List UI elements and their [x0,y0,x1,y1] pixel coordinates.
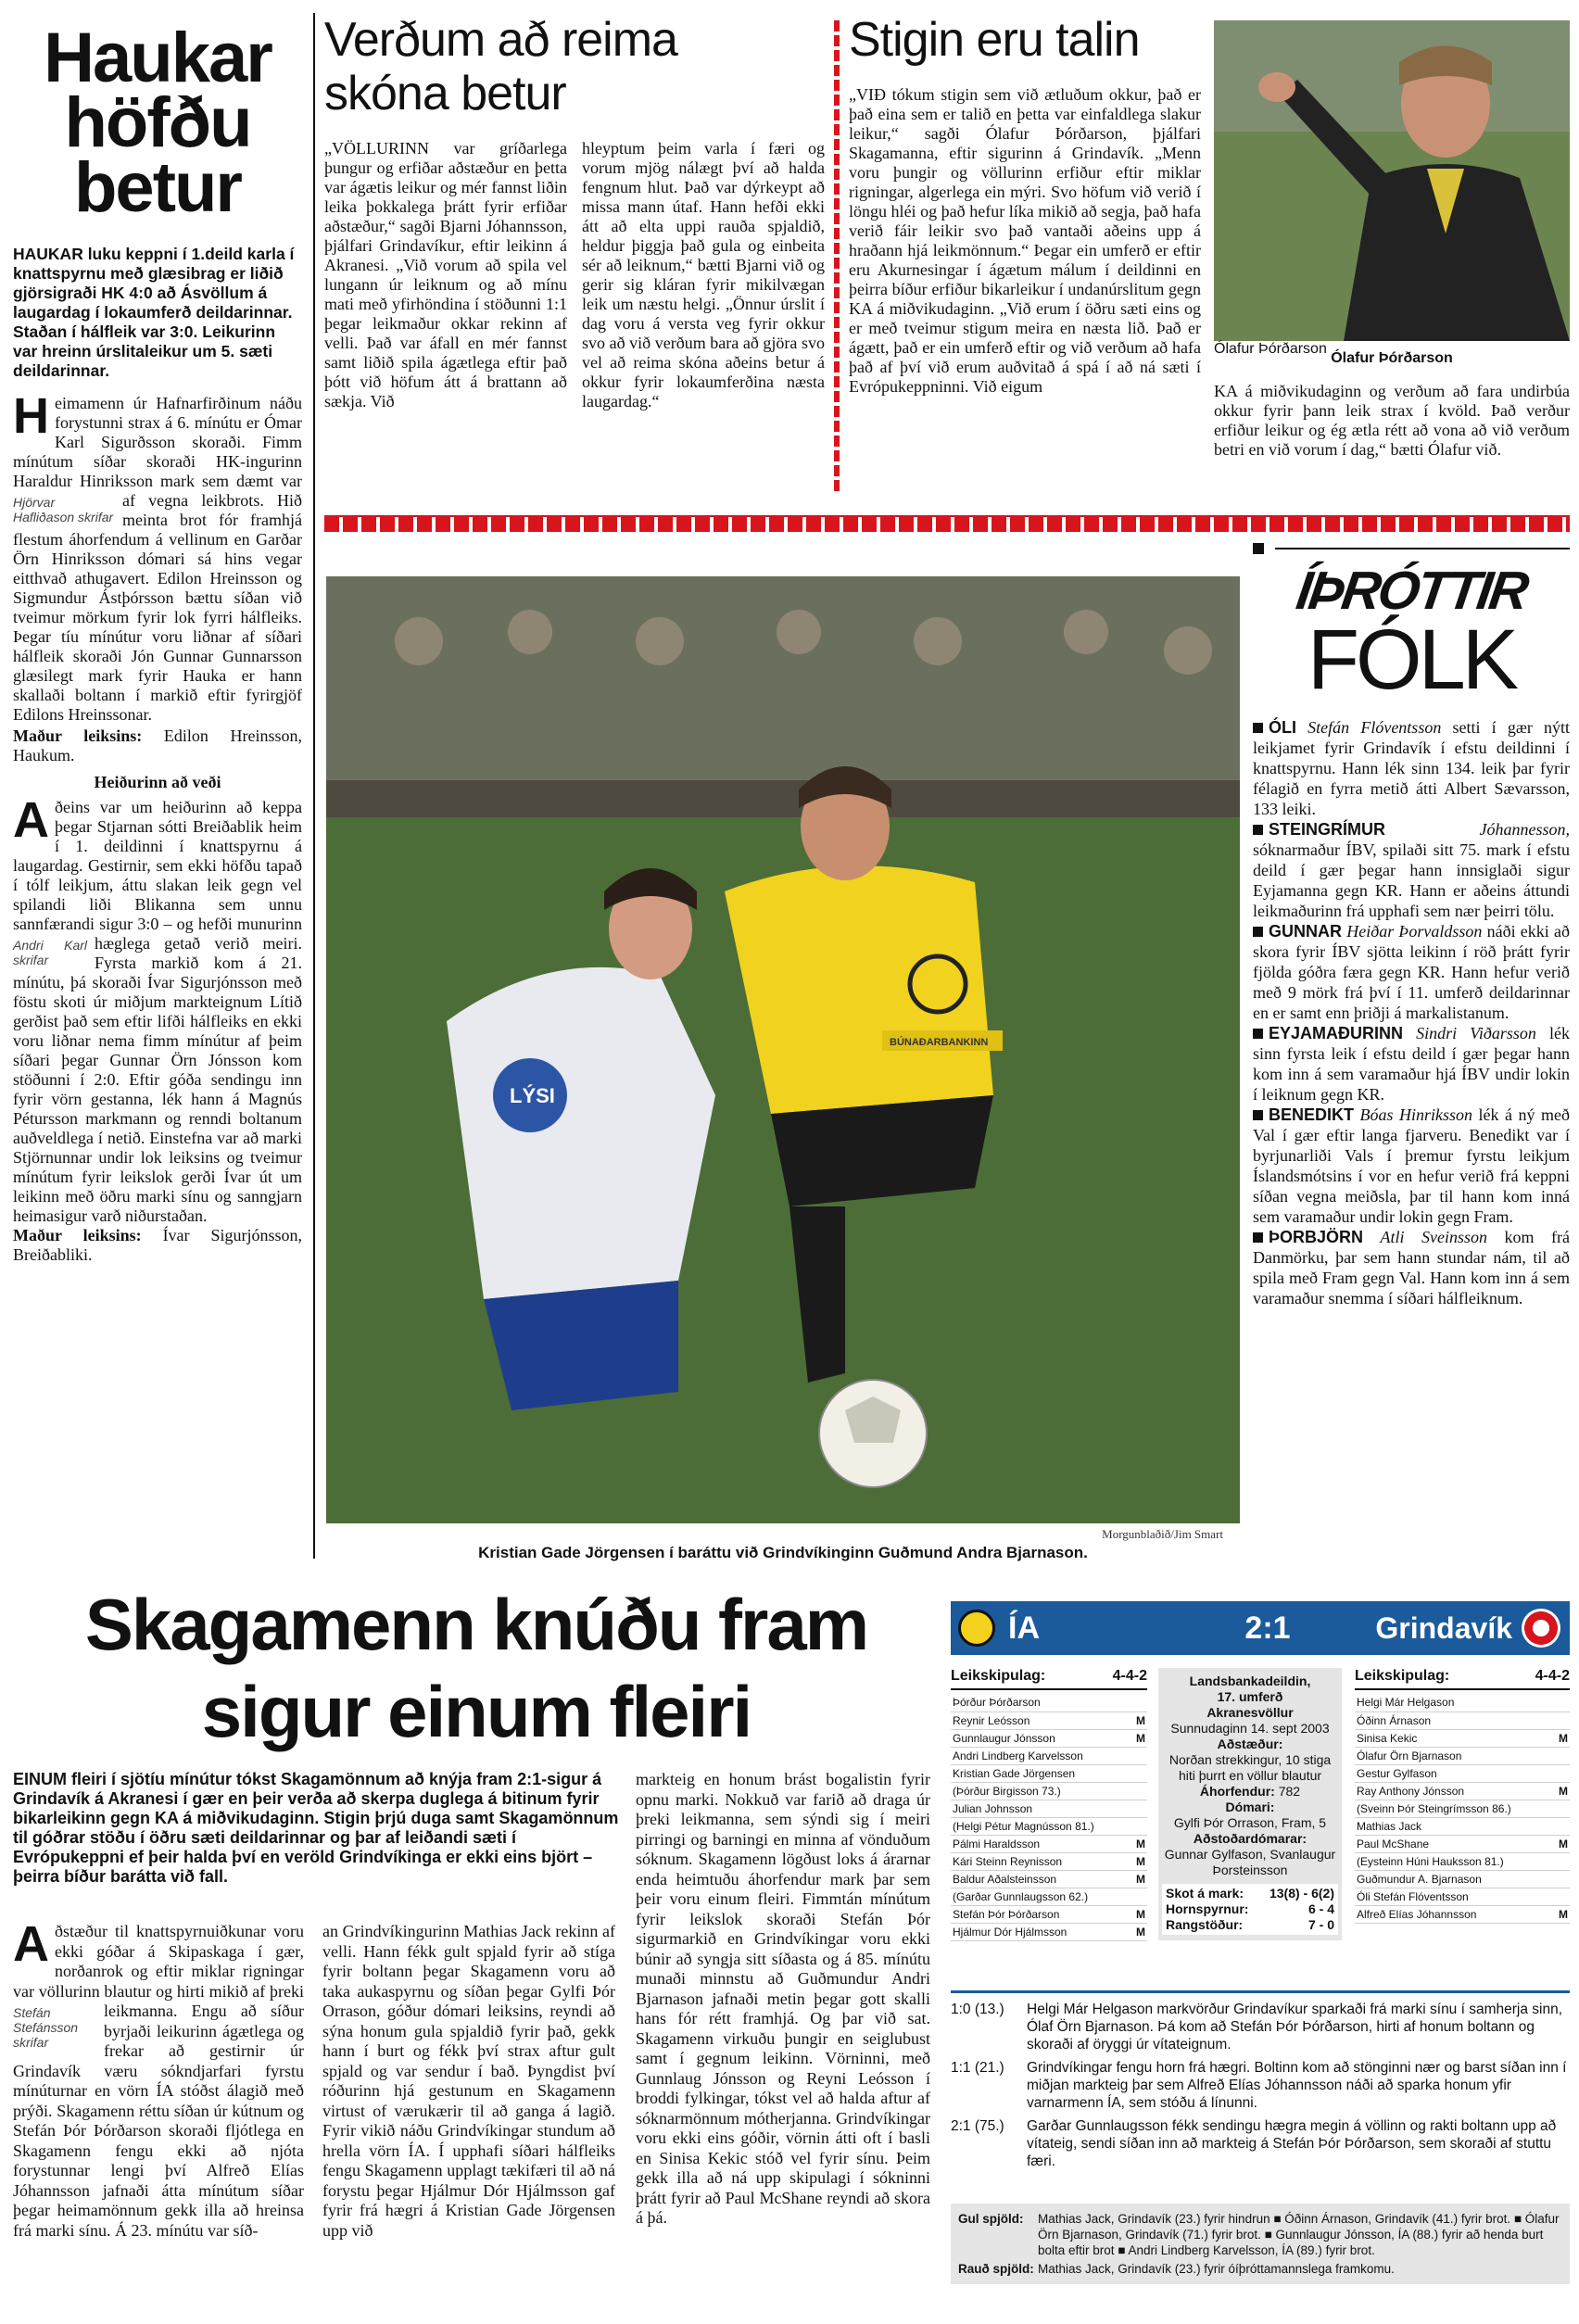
lineup-row: Kári Steinn Reynisson M [951,1852,1147,1870]
skaga-col1: Aðstæður til knattspyrnuiðkunar voru ekki góðar á Skipaskaga í gær, norðanrok og eftir miklar rigningar var völlurinn blautur og hirti mikið af þreki leikmanna. Stefán Stefánsson skrifar Engu að síður byrjaði leikurinn ágætlega og frekar að gestirnir úr Grindavík væru sókndjarfari fyrstu mínúturnar en vörn ÍA stóðst álagið með prýði. Skagamenn réttu síðan úr kútnum og Stefán Þór Þórðarson skoraði fljótlega en Skagamenn fengu ekki að njóta forystunnar lengi því Alfreð Elías Jóhannsson jafnaði átta mínútum síðar þegar heimamönnum gekk illa að hreinsa frá marki sínu. Á 23. mínútu var síð- [13,1916,305,2240]
goal-row: 1:0 (13.) Helgi Már Helgason markvörður Grindavíkur sparkaði frá marki sínu í samherja sinn, Ólaf Örn Bjarnason. Þá kom að Stefán Þór Þórðarson, hirti af honum boltann og skoraði af öryggi úr vítateignum. [951,2002,1563,2052]
folk-section [1253,543,1570,1572]
folk-item: ÞORBJÖRN Atli Sveinsson kom frá Danmörku, þar sem hann stundar nám, til að spila með Fram gegn Val. Hann kom inn á sem varamaður snemma í síðari hálfleiknum. [1253,1228,1570,1307]
jersey-text: LÝSI [510,1084,555,1107]
byline: Stefán Stefánsson skrifar [13,2005,79,2050]
lineup-row: Guðmundur A. Bjarnason [1355,1870,1570,1888]
lineup-row: Paul McShane M [1355,1835,1570,1852]
stigin-article [849,13,1201,504]
reima-article [324,13,825,504]
bullet-icon [1253,543,1264,554]
bullet-icon [1253,1029,1263,1039]
folk-item: ÓLI Stefán Flóventsson setti í gær nýtt leikjamet fyrir Grindavík í efstu deildinni í knattspyrnu. Hann lék sinn 134. leik þar fyrir félagið en fyrra metið átti Albert Sævarsson, 133 leiki. [1253,718,1571,818]
lineup-row: Mathias Jack [1355,1817,1570,1835]
haukar-lede: HAUKAR luku keppni í 1.deild karla í knattspyrnu með glæsibrag er liðið gjörsigraði HK 4:0 að Ásvöllum á laugardag í lokaumferð deildarinnar. Staðan í hálfleik var 3:0. Leikurinn var hreinn úrslitaleikur um 5. sæti deildarinnar. [13,245,295,380]
match-illustration [326,576,1240,1523]
stigin-headline: Stigin eru talin [849,13,1140,67]
bullet-icon [1253,723,1263,733]
ia-logo-icon [958,1610,995,1647]
bullet-icon [1253,825,1263,835]
folk-logo-top: ÍÞRÓTTIR [1293,561,1530,621]
dropcap: A [13,792,49,848]
column-rule [313,13,315,1559]
folk-item: BENEDIKT Bóas Hinriksson lék á ný með Val í gær eftir langa fjarveru. Benedikt var í byrjunarliði Vals í þremur fyrstu leikjum Íslandsmótsins í vor en hefur verið frá keppni síðan vegna meiðsla, þar til hann kom inná sem varamaður undir lokin gegn Fram. [1253,1105,1570,1226]
lineup-row: Baldur Aðalsteinsson M [951,1870,1147,1888]
lineup-row: Óðinn Árnason [1355,1711,1570,1729]
lineup-row: Reynir Leósson M [951,1711,1147,1729]
photo-caption: Kristian Gade Jörgensen í baráttu við Grindvíkinginn Guðmund Andra Bjarnason. [478,1544,1088,1561]
dropcap: H [13,388,49,444]
lineup-row: Sinisa Kekic M [1355,1729,1570,1747]
red-marker [834,20,840,493]
lineup-row: Óli Stefán Flóventsson [1355,1888,1570,1905]
red-divider [324,515,1570,532]
photo-credit: Morgunblaðið/Jim Smart [1102,1527,1223,1541]
lineup-row: Julian Johnsson [951,1800,1147,1817]
folk-item: GUNNAR Heiðar Þorvaldsson náði ekki að skora fyrir ÍBV sjötta leikinn í röð þrátt fyrir fjölda góðra færa gegn KR. Hann hefur verið með 9 mörk frá því í 11. umferð deildarinnar en er samt enn þriðji á markalistanum. [1253,922,1570,1022]
lineup-row: Ólafur Örn Bjarnason [1355,1747,1570,1764]
bullet-icon [1253,927,1263,937]
coach-caption: Ólafur Þórðarson [1331,350,1453,366]
reima-col1: „VÖLLURINN var gríðarlega þungur og erfiðar aðstæður en þetta var ágætis leikur og mér fannst liðin leika þokkalega þrátt fyrir erfiðar aðstæður,“ sagði Bjarni Jóhannsson, þjálfari Grindavíkur, eftir leikinn á Akranesi. „Við vorum að spila vel lungann úr leiknum og að mínu mati með yfirhöndina í stöðunni 1:1 þegar leikmaður okkar rekinn af velli. Það var áfall en mér fannst samt liðið spila ágætlega eftir það þótt við höfum átt á brattann að sækja. Við [324,139,567,410]
lineup-row: (Garðar Gunnlaugsson 62.) [951,1888,1147,1905]
lineup-row: Helgi Már Helgason [1355,1694,1570,1711]
reima-headline: Verðum að reima skóna betur [324,13,677,120]
bullet-icon [1253,1232,1263,1243]
lineup-row: Stefán Þór Þórðarson M [951,1905,1147,1923]
stigin-body: „VIÐ tókum stigin sem við ætluðum okkur, það er það eina sem er talið en þetta var einfaldlega slakur leikur,“ sagði Ólafur Þórðarson, þjálfari Skagamanna, eftir sigurinn á Grindavík. „Menn voru þungir og völlurinn erfiður eftir miklar rigningar, algerlega ein mýri. Svo höfum við verið í löngu hléi og það hefur líka mikið að segja, það hafa verið fáir leikir svo það vantaði aðeins upp á hraðann hjá leikmönnum.“ Þegar ein umferð er eftir eru Akurnesingar í ágætum málum í deildinni en þeirra bíður erfiður bikarleikur í undanúrslitum gegn KA á miðvikudaginn. „Við erum í öðru sæti eins og er með tveimur stigum meira en næsta lið. Það er ágætt, það er ein umferð eftir og við verðum að hafa það af því við erum auðvitað á spá í að ná sæti í Evrópukeppninni. Við eigum [849,85,1201,396]
folk-logo [1253,561,1570,707]
lineup-row: Kristian Gade Jörgensen [951,1764,1147,1782]
coach-photo [1214,20,1570,357]
lineup-row: Þórður Þórðarson [951,1694,1147,1711]
lineup-row: Gunnlaugur Jónsson M [951,1729,1147,1747]
folk-logo-bottom: FÓLK [1307,613,1516,707]
haukar-article [13,13,302,1551]
skaga-col3: markteig en honum brást bogalistin fyrir opnu marki. Nokkuð var farið að draga úr þreki leikmanna, sem sýndi sig í meiri pirringi og barningi en minna af vönduðum sóknum. Skagamenn lögðust loks á árarnar enda heimtuðu áhorfendur mark þar sem þeir voru einum fleiri. Fimmtán mínútum fyrir leikslok skoraði Stefán Þór sigurmarkið en Grindvíkingar voru ekki búnir að syngja sitt síðasta og á 85. mínútu munaði minnstu að Guðmundur Andri Bjarnason jafnaði metin þegar gott skalli hans fór rétt framhjá. Og þar við sat. Skagamenn virkuðu þungir en seiglubust samt í gegnum leikinn. Vörninni, með Gunnlaug Jónsson og Reyni Leósson í broddi fylkingar, tókst vel að halda aftur af sóknarmönnum mótherjanna. Grindvíkingar voru ekki eins góðir, vörnin átti oft í basli en Sinisa Kekic stóð vel fyrir sínu. Þeim gekk illa að ná upp skipulagi í sókninni þrátt fyrir að Paul McShane reyndi að skora á þá. [636,1770,930,2227]
coach-illustration [1214,20,1570,341]
bullet-icon [1253,1110,1263,1120]
stigin-col-right: KA á miðvikudaginn og verðum að fara undirbúa okkur fyrir þann leik strax í kvöld. Það verður erfiður leikur og ég ætla rétt að vona að við verðum betri en við vorum í dag,“ bætti Ólafur við. [1214,382,1570,459]
team-away: Grindavík [1375,1610,1512,1645]
lineup-row: Hjálmur Dór Hjálmsson M [951,1923,1147,1940]
shirt-sponsor: BÚNAÐARBANKINN [890,1037,989,1048]
factbox-goals [951,1990,1570,2176]
factbox-cards: Gul spjöld: Mathias Jack, Grindavík (23.) fyrir hindrun ■ Óðinn Árnason, Grindavík (41.) fyrir brot. ■ Ólafur Örn Bjarnason, Grindavík (71.) fyrir brot. ■ Gunnlaugur Jónsson, ÍA (88.) fyrir að henda burt bolta eftir brot ■ Andri Lindberg Karvelsson, ÍA (89.) fyrir brot. Rauð spjöld: Mathias Jack, Grindavík (23.) fyrir óíþróttamannslega framkomu. [951,2204,1570,2284]
byline: Andri Karl skrifar [13,938,87,967]
lineup-row: (Helgi Pétur Magnússon 81.) [951,1817,1147,1835]
subheading: Heiðurinn að veði [94,773,221,791]
lineup-row: Andri Lindberg Karvelsson [951,1747,1147,1764]
factbox-home: Leikskipulag: 4-4-2 Þórður Þórðarson Reynir Leósson M Gunnlaugur Jónsson M Andri Lindberg Karvelsson Kristian Gade Jörgensen (Þórður Birgisson 73.) Julian Johnsson (Helgi Pétur Magnússon 81.) Pálmi Haraldsson M Kári Steinn Reynisson M Baldur Aðalsteinsson M (Garðar Gunnlaugsson 62.) Stefán Þór Þórðarson M Hjálmur Dór Hjálmsson M [951,1668,1147,1941]
lineup-row: (Þórður Birgisson 73.) [951,1782,1147,1800]
lineup-row: (Eysteinn Húni Hauksson 81.) [1355,1852,1570,1870]
home-lineup [951,1694,1147,1941]
coach-photo-caption: Ólafur Þórðarson [1214,341,1327,357]
lineup-row: Pálmi Haraldsson M [951,1835,1147,1852]
skaga-headline: Skagamenn knúðu fram sigur einum fleiri [84,1584,868,1752]
goal-row: 2:1 (75.) Garðar Gunnlaugsson fékk sendingu hægra megin á völlinn og rakti boltann upp að vítateig, sendi síðan inn að markteig á Stefán Þór Þórðarson, sem skoraði af stuttu færi. [951,2118,1557,2169]
factbox-away: Leikskipulag: 4-4-2 Helgi Már Helgason Óðinn Árnason Sinisa Kekic M Ólafur Örn Bjarnason Gestur Gylfason Ray Anthony Jónsson M (Sveinn Þór Steingrímsson 86.) Mathias Jack Paul McShane M (Eysteinn Húni Hauksson 81.) Guðmundur A. Bjarnason Óli Stefán Flóventsson Alfreð Elías Jóhannsson M [1355,1668,1570,1924]
factbox-info: Landsbankadeildin, 17. umferð Akranesvöllur Sunnudaginn 14. sept 2003 Aðstæður: Norðan strekkingur, 10 stiga hiti þurrt en völlur blautur Áhorfendur: 782 Dómari: Gylfi Þór Orrason, Fram, 5 Aðstoðardómarar: Gunnar Gylfason, Svanlaugur Þorsteinsson Skot á mark: 13(8) - 6(2) Hornspyrnur: 6 - 4 Rangstöður: 7 - 0 [1158,1668,1342,1940]
grindavik-logo-icon [1522,1609,1560,1648]
folk-item: EYJAMAÐURINN Sindri Viðarsson lék sinn fyrsta leik í efstu deild í gær þegar hann kom inn á sem varamaður hjá ÍBV undir lokin í leiknum gegn KR. [1253,1024,1571,1104]
match-photo [326,576,1240,1523]
away-lineup [1355,1694,1570,1924]
factbox-header [951,1601,1570,1655]
lineup-row: Ray Anthony Jónsson M [1355,1782,1570,1800]
lineup-row: (Sveinn Þór Steingrímsson 86.) [1355,1800,1570,1817]
reima-col2: hleyptum þeim varla í færi og vorum mjög nálægt því að halda fengnum hlut. Það var dýrkeypt að missa mann útaf. Hann hefði ekki átt að elta uppi rauða spjaldið, heldur þiggja það gula og einbeita sér að leiknum,“ bætti Bjarni við og gerir sig kláran fyrir mikilvægan leik um næstu helgi. „Önnur úrslit í dag voru á versta veg fyrir okkur svo að við verðum bara að gjöra svo vel að reima skóna aðeins betur á okkur fyrir lokaumferðina næsta laugardag.“ [582,139,825,410]
haukar-headline: Haukar höfðu betur [44,19,272,227]
skaga-col2: an Grindvíkingurinn Mathias Jack rekinn af velli. Hann fékk gult spjald fyrir að stíga fyrir boltann þegar Skagamenn voru að taka aukaspyrnu og síðan þegar Gylfi Þór Orrason, góður dómari leiksins, reyndi að sýna honum gula spjaldið fyrir það, gekk hann í burt og fékk því strax aftur gult spjald og var sendur í bað. Þyngdist því róðurinn hjá gestunum en Skagamenn virtust of værukærir til að ganga á lagið. Fyrir vikið náðu Grindvíkingar stundum að hrella vörn ÍA. Í upphafi síðari hálfleiks fengu Skagamenn upplagt tækifæri til að ná forystu þegar Hjálmur Dór Hjálmsson gaf fyrir frá hægri á Kristian Gade Jörgensen upp við [322,1922,615,2240]
skaga-lede: EINUM fleiri í sjötíu mínútur tókst Skagamönnum að knýja fram 2:1-sigur á Grindavík á Akranesi í gær en þeir verða að skerpa duglega á bitinum fyrir bikarleikinn gegn KA á miðvikudaginn. Stigin þrjú duga samt Skagamönnum til góðrar stöðu í öðru sæti deildarinnar og þar af leiðandi sæti í Evrópukeppni ef þeir halda því en veröld Grindvíkinga er ekki eins björt – þeirra bíður barátta við fall. [13,1770,619,1886]
lineup-row: Alfreð Elías Jóhannsson M [1355,1905,1570,1923]
byline: Hjörvar Hafliðason skrifar [13,495,114,524]
folk-item: STEINGRÍMUR Jóhannesson, sóknarmaður ÍBV, spilaði sitt 75. mark í efstu deild í gær þegar hann innsiglaði sigur Eyjamanna gegn KR. Hann er aðeins áttundi leikmaðurinn frá upphafi sem nær þeirri tölu. [1253,820,1570,920]
team-home: ÍA [1008,1610,1040,1646]
lineup-row: Gestur Gylfason [1355,1764,1570,1782]
score: 2:1 [1244,1610,1291,1646]
folk-items [1253,717,1570,1308]
goal-row: 1:1 (21.) Grindvíkingar fengu horn frá hægri. Boltinn kom að stönginni nær og barst síðan inn í miðjan markteig þar sem Alfreð Elías Jóhannsson náði að sparka honum yfir varnarmenn ÍA, sem stóðu á línunni. [951,2060,1567,2111]
dropcap: A [13,1916,49,1972]
haukar-body: Heimamenn úr Hafnarfirðinum náðu forystunni strax á 6. mínútu er Ómar Karl Sigurðsson skoraði. Fimm mínútum síðar skoraði HK-ingurinn Haraldur Hinriksson mark sem dæmt var af vegna leikbrots. Hjörvar Hafliðason skrifar Hið meinta brot fór framhjá flestum áhorfendum á vellinum en Garðar Örn Hinriksson dómari sá hins vegar eitthvað athugavert. Edilon Hreinsson og Sigmundur Ástþórsson bættu síðan við tveimur mörkum fyrir lok fyrri hálfleiks. Þegar tíu mínútur voru liðnar af síðari hálfleik skoraði Jón Gunnar Gunnarsson glæsilegt mark fyrir Hauka er hann skallaði boltann í markið eftir fyrirgjöf Edilons Hreinssonar. Maður leiksins: Edilon Hreinsson, Haukum. Heiðurinn að veði A ðeins var um heiðurinn að keppa þegar Stjarnan sótti Breiðablik heim í 1. deildinni í knattspyrnu á laugardag. Gestirnir, sem ekki höfðu tapað í tólf leikjum, áttu slakan leik gegn vel spilandi liði Blikanna sem unnu sannfærandi sigur 3:0 – og hefði munurinn hæglega getað verið meiri. Andri Karl skrifar Fyrsta markið kom á 21. mínútu, þá skoraði Ívar Sigurjónsson með föstu skoti úr miðjum markteignum Lítið gerðist það sem eftir lifði hálfleiks en ekki voru liðnar nema fimm mínútur af þeim síðari þegar Gunnar Örn Jónsson kom stöðunni í 2:0. Eftir góða sendingu inn fyrir vörn gestanna, lék hann á Magnús Pétursson markmann og renndi boltanum auðveldlega í netið. Einstefna var að marki Stjörnunnar undir lok leiksins og tveimur mínútum fyrir leikslok gerði Ívar út um leikinn með öðru marki sínu og sanngjarn heimasigur varð niðurstaðan. Maður leiksins: Ívar Sigurjónsson, Breiðabliki. [13,388,303,1264]
